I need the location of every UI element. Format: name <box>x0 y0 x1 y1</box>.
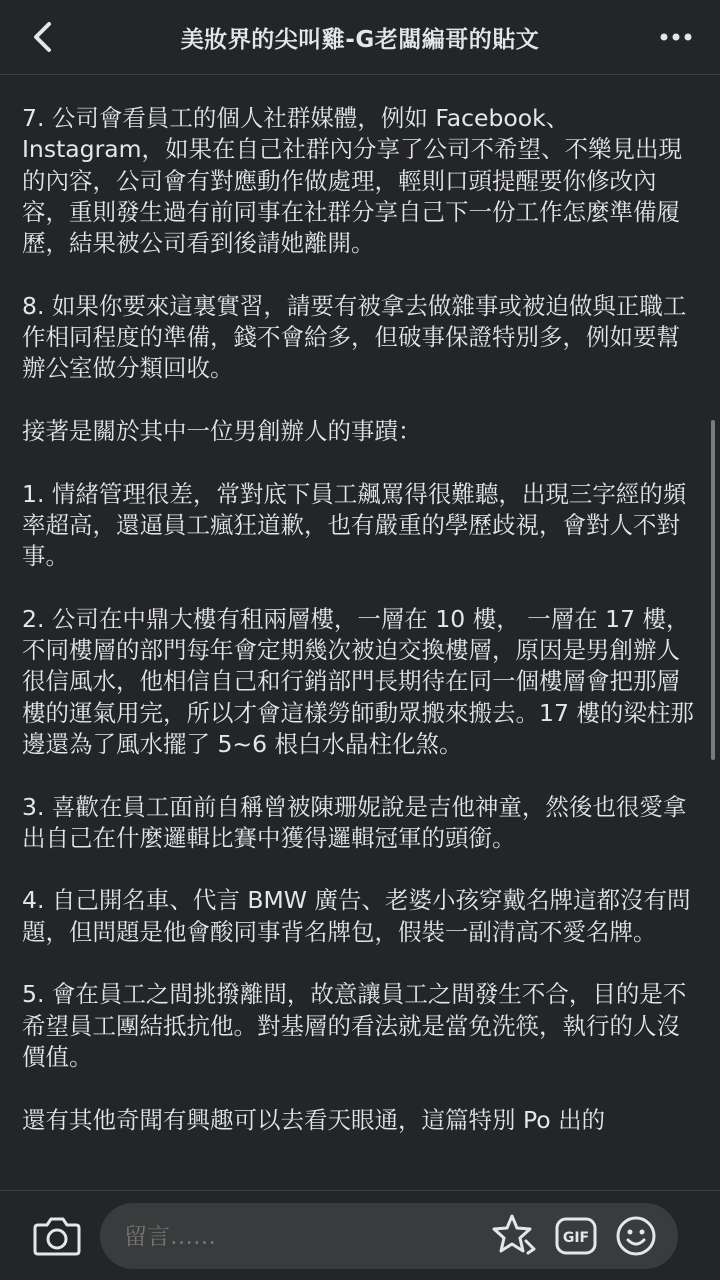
emoji-button[interactable] <box>615 1215 657 1257</box>
post-paragraph: 1. 情緒管理很差，常對底下員工飆罵得很難聽，出現三字經的頻率超高，還逼員工瘋狂道歉，也有嚴重的學歷歧視，會對人不對事。 <box>22 479 687 571</box>
camera-button[interactable] <box>32 1211 82 1259</box>
post-paragraph: 接著是關於其中一位男創辦人的事蹟： <box>22 416 422 445</box>
post-paragraph: 3. 喜歡在員工面前自稱曾被陳珊妮說是吉他神童，然後也很愛拿出自己在什麼邏輯比賽中獲得邏輯冠軍的頭銜。 <box>22 792 687 852</box>
page-title: 美妝界的尖叫雞-G老闆編哥的貼文 <box>180 26 540 53</box>
comment-field[interactable] <box>100 1203 678 1269</box>
more-horizontal-icon <box>660 32 692 42</box>
gif-icon <box>555 1216 597 1256</box>
post-paragraph: 4. 自己開名車、代言 BMW 廣告、老婆小孩穿戴名牌這都沒有問題，但問題是他會酸同事背名牌包，假裝一副清高不愛名牌。 <box>22 886 691 946</box>
back-button[interactable] <box>22 17 62 57</box>
sticker-button[interactable] <box>490 1213 538 1259</box>
comment-input[interactable] <box>122 1203 426 1271</box>
emoji-icon <box>615 1215 657 1257</box>
post-paragraph: 5. 會在員工之間挑撥離間，故意讓員工之間發生不合，目的是不希望員工團結抵抗他。對基層的看法就是當免洗筷，執行的人沒價值。 <box>22 980 687 1071</box>
comment-composer <box>0 1190 720 1280</box>
post-paragraph: 7. 公司會看員工的個人社群媒體，例如 Facebook、Instagram，如果在自己社群內分享了公司不希望、不樂見出現的內容，公司會有對應動作做處理，輕則口頭提醒要你修改內容，重則發生過有前同事在社群分享自己下一份工作怎麼準備履歷，結果被公司看到後請她離開。 <box>22 104 683 258</box>
post-content[interactable] <box>0 75 720 1190</box>
sticker-icon <box>490 1213 538 1259</box>
chevron-left-icon <box>31 21 53 53</box>
gif-label: GIF <box>562 1230 590 1246</box>
scrollbar[interactable] <box>711 420 715 760</box>
post-body <box>0 75 720 1136</box>
post-paragraph: 8. 如果你要來這裏實習，請要有被拿去做雜事或被迫做與正職工作相同程度的準備，錢不會給多，但破事保證特別多，例如要幫辦公室做分類回收。 <box>22 291 687 383</box>
camera-icon <box>32 1211 82 1259</box>
header-bar <box>0 0 720 75</box>
post-paragraph: 還有其他奇聞有興趣可以去看天眼通，這篇特別 Po 出的 <box>22 1105 606 1134</box>
post-paragraph: 2. 公司在中鼎大樓有租兩層樓，一層在 10 樓， 一層在 17 樓，不同樓層的部門每年會定期幾次被迫交換樓層，原因是男創辦人很信風水，他相信自己和行銷部門長期待在同一個樓層會把那層樓的運氣用完，所以才會這樣勞師動眾搬來搬去。17 樓的梁柱那邊還為了風水擺了 5~6 根白水晶柱化煞。 <box>22 604 694 758</box>
more-options-button[interactable] <box>654 17 698 57</box>
gif-button[interactable] <box>555 1216 597 1256</box>
